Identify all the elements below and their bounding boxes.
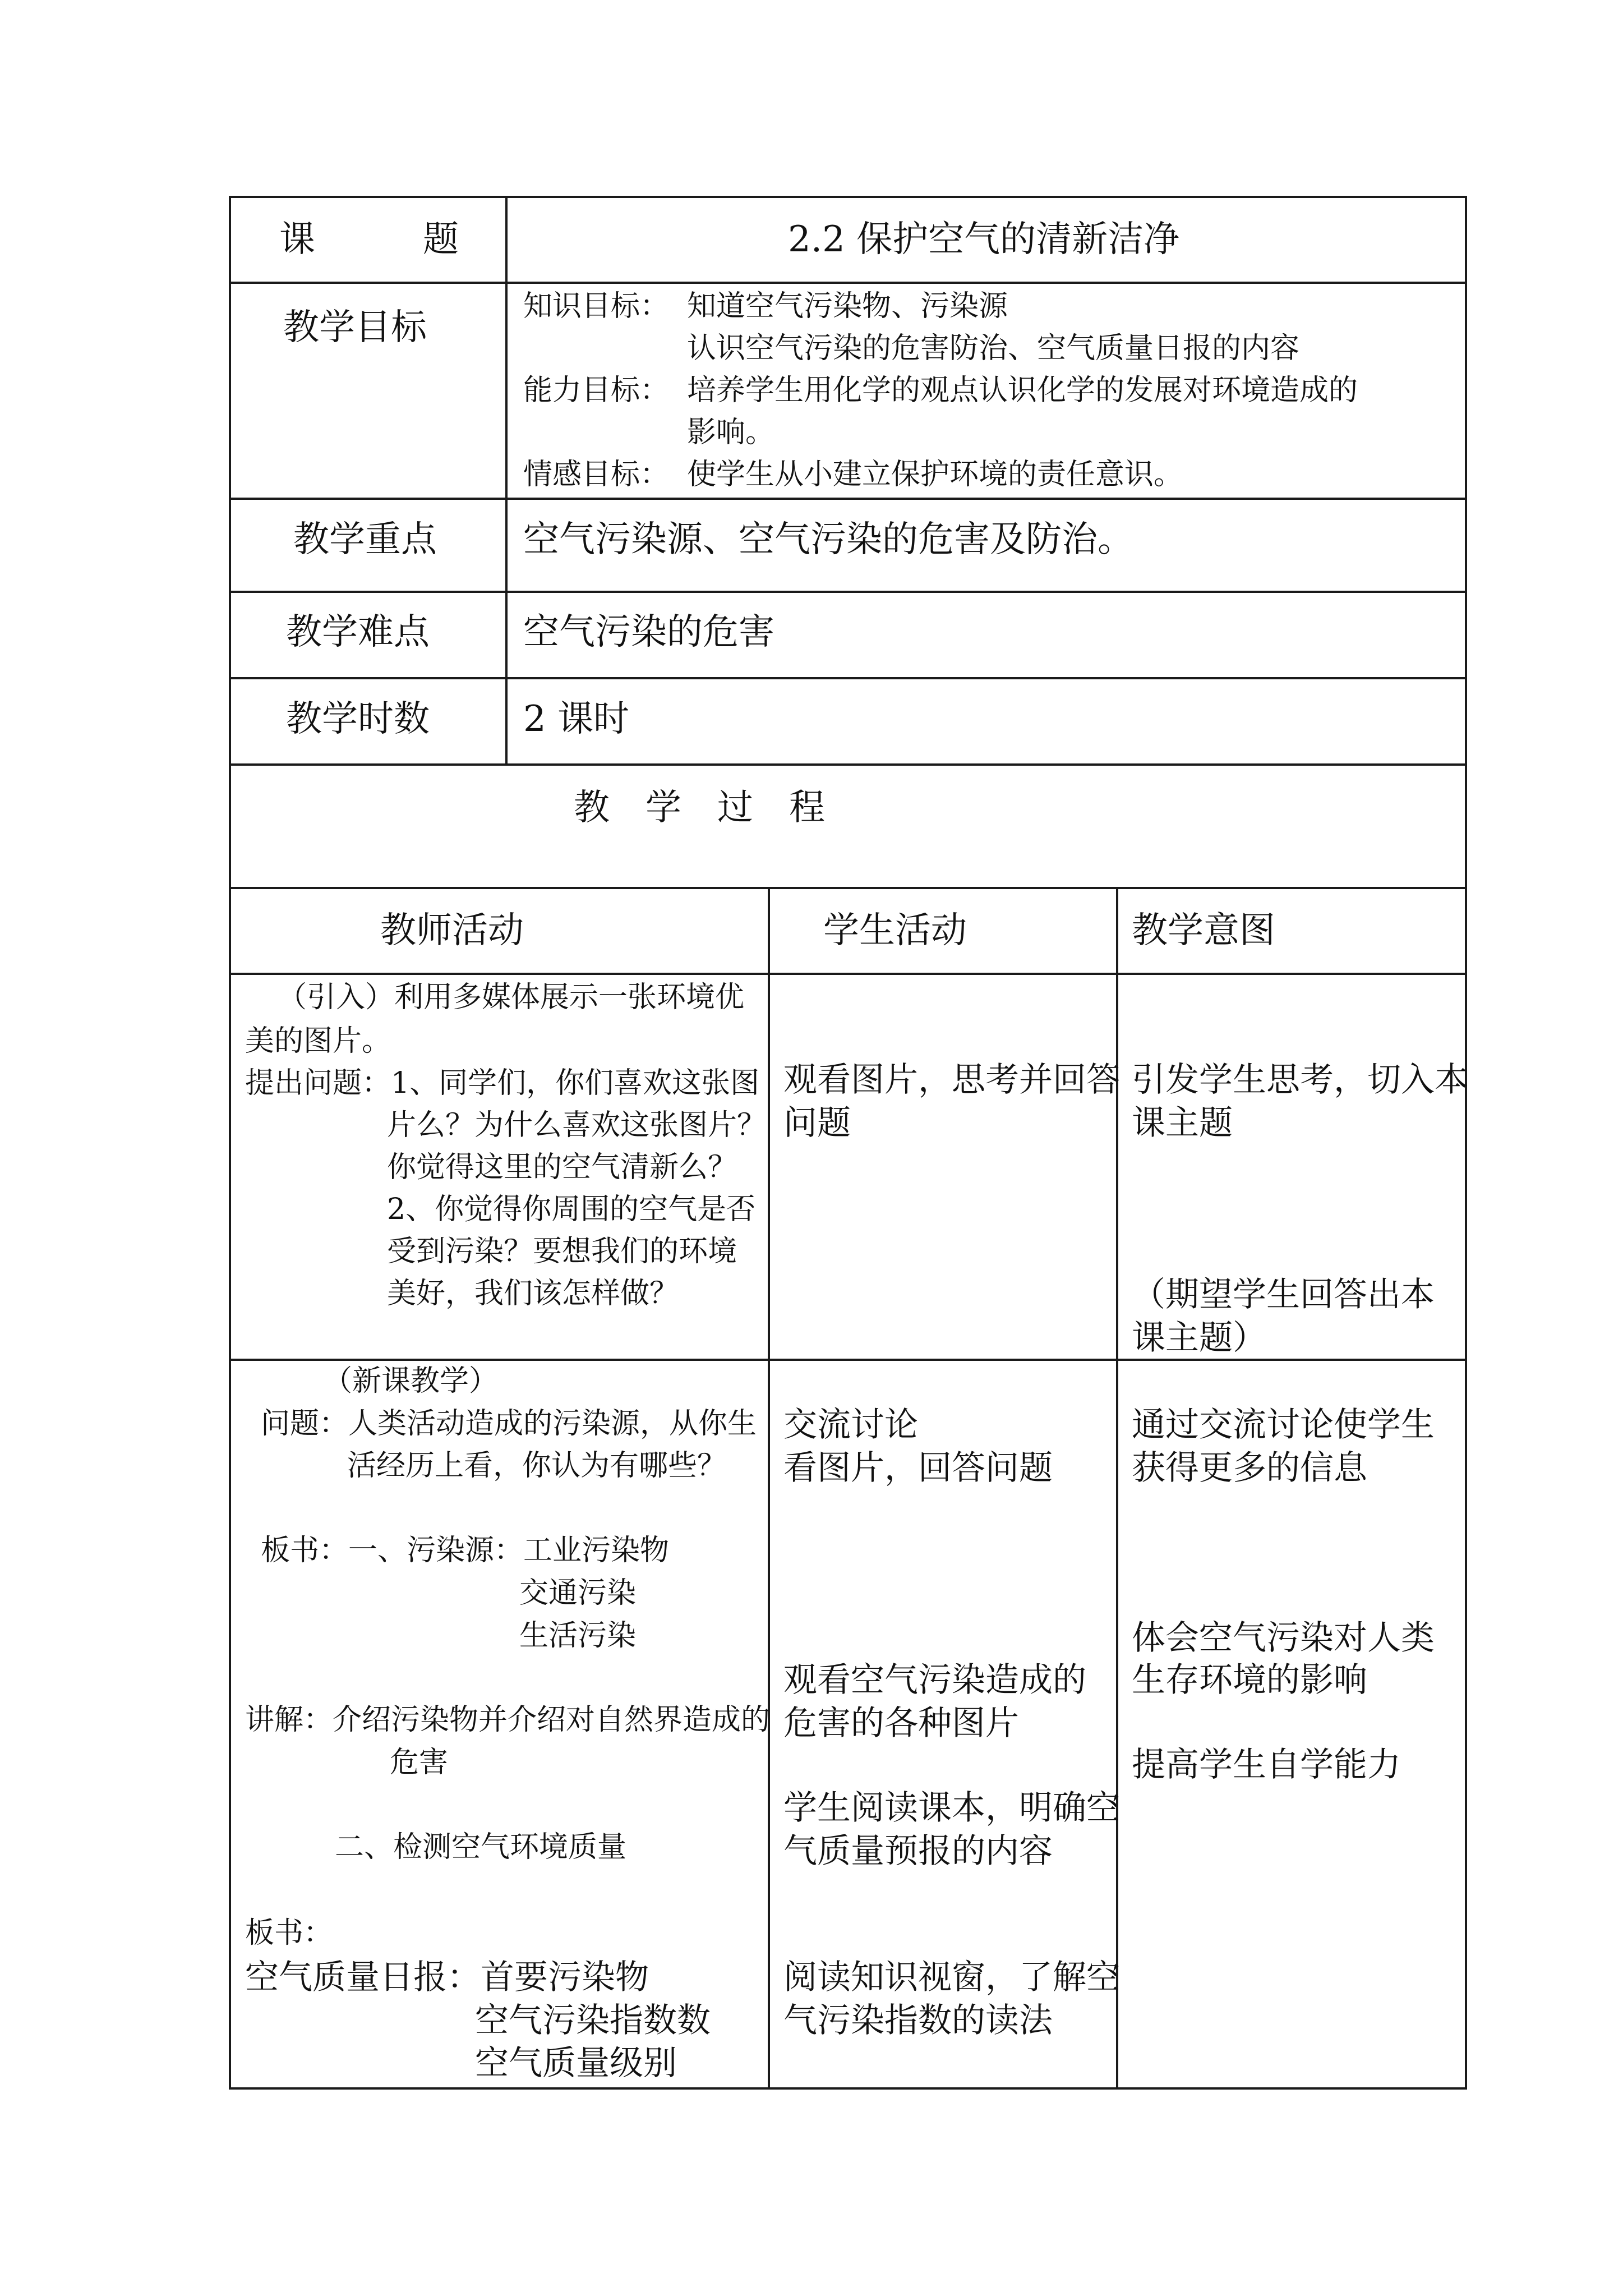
row1-teacher-line: 提出问题：1、同学们，你们喜欢这张图 bbox=[245, 1066, 760, 1100]
row1-teacher-line: 2、你觉得你周围的空气是否 bbox=[387, 1193, 756, 1226]
row2-intent-line: 获得更多的信息 bbox=[1132, 1448, 1367, 1488]
row1-intent-line: 课主题） bbox=[1132, 1318, 1266, 1358]
difficulty-value: 空气污染的危害 bbox=[523, 611, 774, 653]
process-title: 教 学 过 程 bbox=[574, 787, 825, 829]
row2-teacher-line: 空气质量日报：首要污染物 bbox=[245, 1958, 649, 1997]
knowledge-goal-label: 知识目标： bbox=[523, 289, 670, 323]
row1-teacher-line: 片么？为什么喜欢这张图片？ bbox=[387, 1108, 767, 1142]
col-teacher-activity: 教师活动 bbox=[380, 910, 524, 951]
row2-student-line: 学生阅读课本，明确空 bbox=[783, 1788, 1120, 1828]
row2-teacher-line: 生活污染 bbox=[519, 1619, 637, 1653]
row2-teacher-line: 问题：人类活动造成的污染源，从你生 bbox=[261, 1407, 757, 1441]
row2-teacher-line: 活经历上看，你认为有哪些？ bbox=[347, 1449, 727, 1483]
row2-intent-line: 生存环境的影响 bbox=[1132, 1660, 1367, 1700]
row2-teacher-line: 交通污染 bbox=[519, 1576, 637, 1610]
grid-line bbox=[505, 196, 508, 766]
row2-teacher-line: （新课教学） bbox=[323, 1364, 499, 1398]
row2-teacher-line: 板书：一、污染源：工业污染物 bbox=[261, 1534, 670, 1567]
row1-teacher-line: （引入）利用多媒体展示一张环境优 bbox=[278, 981, 745, 1014]
row2-student-line: 气质量预报的内容 bbox=[783, 1832, 1053, 1871]
grid-line bbox=[229, 498, 1467, 500]
emotion-goal-1: 使学生从小建立保护环境的责任意识。 bbox=[687, 458, 1183, 491]
topic-label: 课 题 bbox=[279, 219, 459, 260]
row2-intent-line: 提高学生自学能力 bbox=[1132, 1745, 1401, 1784]
grid-line bbox=[229, 973, 1467, 975]
grid-line bbox=[768, 887, 770, 2090]
row2-student-line: 阅读知识视窗，了解空 bbox=[783, 1958, 1120, 1997]
knowledge-goal-2: 认识空气污染的危害防治、空气质量日报的内容 bbox=[687, 332, 1300, 365]
difficulty-label: 教学难点 bbox=[286, 611, 430, 653]
grid-line bbox=[229, 677, 1467, 679]
ability-goal-label: 能力目标： bbox=[523, 374, 670, 407]
row2-teacher-line: 讲解：介绍污染物并介绍对自然界造成的 bbox=[245, 1703, 771, 1737]
row2-student-line: 气污染指数的读法 bbox=[783, 2001, 1053, 2040]
row1-teacher-line: 受到污染？要想我们的环境 bbox=[387, 1235, 737, 1268]
grid-line bbox=[1465, 196, 1467, 2090]
hours-label: 教学时数 bbox=[286, 698, 430, 740]
topic-value: 2.2 保护空气的清新洁净 bbox=[788, 219, 1180, 260]
grid-line bbox=[229, 1359, 1467, 1361]
row1-student-line: 问题 bbox=[783, 1103, 851, 1143]
grid-line bbox=[229, 887, 1467, 889]
row2-teacher-line: 危害 bbox=[390, 1746, 449, 1779]
row2-teacher-line: 空气污染指数数 bbox=[475, 2001, 711, 2040]
row1-teacher-line: 美好，我们该怎样做？ bbox=[387, 1277, 679, 1310]
grid-line bbox=[229, 282, 1467, 284]
col-teaching-intent: 教学意图 bbox=[1132, 910, 1275, 951]
goals-label: 教学目标 bbox=[283, 307, 427, 348]
row2-student-line: 交流讨论 bbox=[783, 1405, 918, 1444]
grid-line bbox=[229, 763, 1467, 766]
row1-intent-line: 引发学生思考，切入本 bbox=[1132, 1060, 1468, 1099]
row1-intent-line: 课主题 bbox=[1132, 1103, 1233, 1143]
knowledge-goal-1: 知道空气污染物、污染源 bbox=[687, 289, 1008, 323]
row2-teacher-line: 空气质量级别 bbox=[475, 2044, 677, 2083]
row1-student-line: 观看图片，思考并回答 bbox=[783, 1060, 1120, 1099]
row2-teacher-line: 板书： bbox=[245, 1916, 333, 1950]
grid-line bbox=[229, 196, 231, 2090]
grid-line bbox=[229, 196, 1467, 198]
row2-student-line: 看图片，回答问题 bbox=[783, 1448, 1053, 1488]
col-student-activity: 学生活动 bbox=[823, 910, 967, 951]
key-label: 教学重点 bbox=[293, 519, 437, 560]
row2-student-line: 危害的各种图片 bbox=[783, 1704, 1019, 1743]
row2-teacher-line: 二、检测空气环境质量 bbox=[335, 1830, 627, 1864]
grid-line bbox=[229, 591, 1467, 593]
emotion-goal-label: 情感目标： bbox=[523, 458, 670, 491]
key-value: 空气污染源、空气污染的危害及防治。 bbox=[523, 519, 1133, 560]
row2-intent-line: 体会空气污染对人类 bbox=[1132, 1618, 1435, 1658]
grid-line bbox=[229, 2087, 1467, 2090]
ability-goal-2: 影响。 bbox=[687, 416, 775, 449]
row1-teacher-line: 你觉得这里的空气清新么？ bbox=[387, 1151, 737, 1184]
hours-value: 2 课时 bbox=[523, 698, 630, 740]
ability-goal-1: 培养学生用化学的观点认识化学的发展对环境造成的 bbox=[687, 374, 1358, 407]
row2-student-line: 观看空气污染造成的 bbox=[783, 1660, 1086, 1700]
row1-intent-line: （期望学生回答出本 bbox=[1132, 1275, 1435, 1314]
row1-teacher-line: 美的图片。 bbox=[245, 1024, 391, 1058]
row2-intent-line: 通过交流讨论使学生 bbox=[1132, 1405, 1435, 1444]
